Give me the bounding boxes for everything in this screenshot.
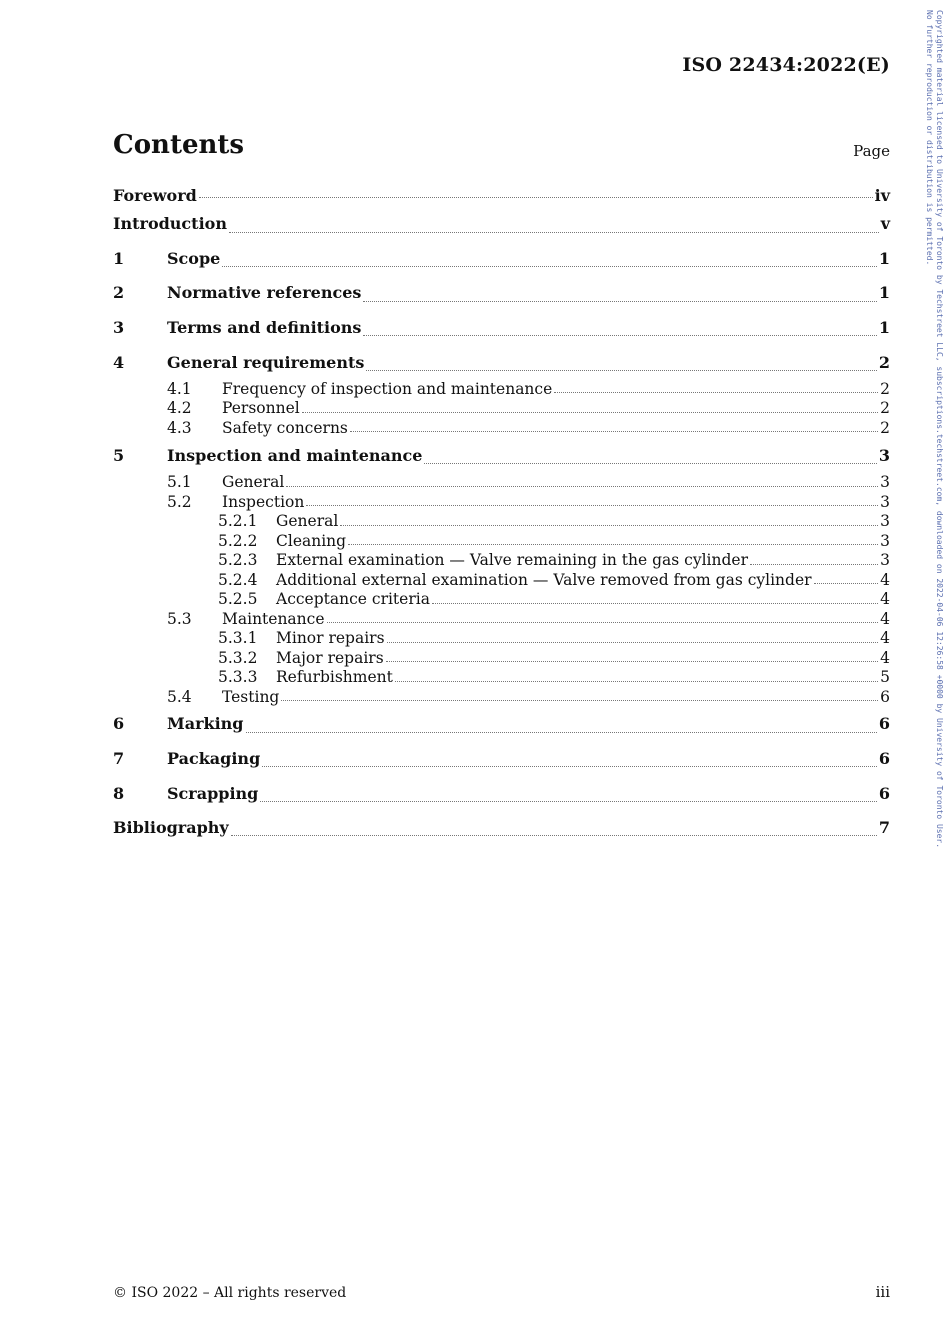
document-id: ISO 22434:2022(E) [682, 54, 890, 76]
toc-page: 2 [880, 418, 890, 437]
toc-label: External examination — Valve remaining in the gas cylinder [276, 551, 749, 570]
toc-label: Major repairs [276, 648, 384, 667]
toc-page: 3 [880, 512, 890, 531]
toc-page: 3 [880, 531, 890, 550]
toc-entry-5-4[interactable] [113, 688, 890, 708]
toc-leader [340, 524, 878, 526]
toc-entry-5-2-2[interactable] [113, 532, 890, 552]
toc-number: 5.2.5 [218, 590, 258, 609]
page-title: Contents [113, 130, 245, 160]
toc-number: 5.2.4 [218, 570, 258, 589]
toc-leader [750, 563, 878, 565]
toc-page: 6 [878, 714, 890, 734]
toc-label: Normative references [167, 283, 362, 303]
toc-number: 1 [113, 248, 125, 268]
toc-number: 5.2 [167, 492, 192, 511]
toc-leader [222, 265, 877, 267]
toc-page: 5 [880, 668, 890, 687]
toc-page: 3 [880, 492, 890, 511]
toc-page: 3 [878, 445, 890, 465]
toc-leader [395, 680, 878, 682]
toc-number: 5.3.1 [218, 629, 258, 648]
license-line-1: Copyrighted material licensed to University of Toronto by Techstreet LLC, subscriptions.techstreet.com, downloaded on 2022-04-06 12:26:58 +0000 by University of Toronto User. [935, 10, 944, 849]
toc-number: 5 [113, 445, 125, 465]
toc-leader [387, 641, 879, 643]
toc-label: Acceptance criteria [276, 590, 430, 609]
toc-entry-foreword[interactable] [113, 185, 890, 207]
toc-number: 2 [113, 283, 125, 303]
toc-entry-5-2-1[interactable] [113, 512, 890, 532]
toc-label: Packaging [167, 748, 261, 768]
toc-entry-5-2-4[interactable] [113, 571, 890, 591]
toc-page: 4 [880, 648, 890, 667]
toc-page: 6 [878, 783, 890, 803]
toc-leader [348, 543, 878, 545]
toc-number: 3 [113, 318, 125, 338]
toc-entry-bibliography[interactable] [113, 811, 890, 846]
toc-entry-8[interactable] [113, 776, 890, 811]
toc-entry-5-2-5[interactable] [113, 590, 890, 610]
toc-label: Frequency of inspection and maintenance [222, 379, 553, 398]
toc-entry-5-3-2[interactable] [113, 649, 890, 669]
toc-entry-5-2-3[interactable] [113, 551, 890, 571]
toc-entry-introduction[interactable] [113, 207, 890, 242]
toc-page: iv [874, 186, 890, 205]
toc-leader [286, 485, 878, 487]
toc-leader [302, 411, 878, 413]
toc-number: 7 [113, 748, 125, 768]
toc-leader [366, 369, 877, 371]
toc-page: 6 [878, 748, 890, 768]
toc-number: 8 [113, 783, 125, 803]
toc-entry-2[interactable] [113, 276, 890, 311]
toc-page: 1 [878, 318, 890, 338]
toc-label: Introduction [113, 214, 227, 234]
toc-page: 3 [880, 551, 890, 570]
toc-page: 6 [880, 687, 890, 706]
toc-entry-5-3[interactable] [113, 610, 890, 630]
toc-number: 4 [113, 352, 125, 372]
toc-page: 1 [878, 248, 890, 268]
toc-label: Minor repairs [276, 629, 385, 648]
toc-number: 4.2 [167, 399, 192, 418]
page-number: iii [875, 1283, 890, 1301]
toc-label: Scrapping [167, 783, 259, 803]
toc-entry-5-3-3[interactable] [113, 668, 890, 688]
toc-label: Foreword [113, 186, 197, 205]
toc-leader [231, 834, 877, 836]
toc-label: General requirements [167, 352, 365, 372]
copyright-notice: © ISO 2022 – All rights reserved [113, 1285, 347, 1301]
toc-page: 2 [878, 352, 890, 372]
toc-number: 5.1 [167, 473, 192, 492]
toc-leader [814, 582, 879, 584]
toc-page: 1 [878, 283, 890, 303]
toc-page: 4 [880, 629, 890, 648]
toc-label: Terms and definitions [167, 318, 362, 338]
toc-label: General [276, 512, 339, 531]
toc-leader [432, 602, 878, 604]
toc-leader [424, 462, 876, 464]
toc-entry-1[interactable] [113, 242, 890, 277]
toc-label: Safety concerns [222, 418, 348, 437]
toc-label: Maintenance [222, 609, 325, 628]
toc-page: 7 [878, 818, 890, 838]
toc-entry-5-3-1[interactable] [113, 629, 890, 649]
toc-label: Testing [222, 687, 280, 706]
toc-number: 5.2.1 [218, 512, 258, 531]
toc-label: Inspection and maintenance [167, 445, 423, 465]
toc-leader [281, 699, 878, 701]
toc-leader [363, 334, 876, 336]
toc-leader [229, 231, 879, 233]
toc-entry-7[interactable] [113, 742, 890, 777]
toc-entry-5-2[interactable] [113, 493, 890, 513]
toc-page: v [880, 214, 890, 234]
toc-leader [262, 765, 877, 767]
toc-label: Inspection [222, 492, 305, 511]
toc-label: Refurbishment [276, 668, 393, 687]
toc-label: General [222, 473, 285, 492]
toc-page: 3 [880, 473, 890, 492]
toc-leader [386, 660, 878, 662]
toc-number: 6 [113, 714, 125, 734]
toc-leader [199, 196, 873, 198]
toc-entry-3[interactable] [113, 311, 890, 346]
toc-label: Marking [167, 714, 244, 734]
toc-leader [306, 504, 878, 506]
toc-entry-5-1[interactable] [113, 473, 890, 493]
toc-leader [554, 391, 878, 393]
toc-entry-4-1[interactable] [113, 380, 890, 400]
license-line-2: No further reproduction or distribution is permitted. [925, 10, 934, 266]
toc-number: 5.2.2 [218, 531, 258, 550]
toc-page: 2 [880, 379, 890, 398]
toc-entry-5[interactable] [113, 438, 890, 473]
toc-entry-6[interactable] [113, 707, 890, 742]
toc-leader [363, 300, 876, 302]
toc-page: 2 [880, 399, 890, 418]
toc-leader [260, 800, 876, 802]
license-watermark [922, 10, 944, 850]
toc-page: 4 [880, 590, 890, 609]
toc-number: 5.3.2 [218, 648, 258, 667]
toc-number: 5.4 [167, 687, 192, 706]
toc-label: Personnel [222, 399, 300, 418]
page-column-label: Page [853, 142, 890, 160]
toc-number: 5.3 [167, 609, 192, 628]
toc-leader [246, 731, 877, 733]
toc-page: 4 [880, 570, 890, 589]
table-of-contents [113, 185, 890, 845]
toc-entry-4-3[interactable] [113, 419, 890, 439]
toc-entry-4[interactable] [113, 345, 890, 380]
toc-leader [350, 430, 878, 432]
toc-label: Additional external examination — Valve removed from gas cylinder [276, 570, 812, 589]
toc-number: 4.1 [167, 379, 192, 398]
toc-leader [327, 621, 879, 623]
toc-label: Cleaning [276, 531, 347, 550]
toc-number: 5.2.3 [218, 551, 258, 570]
toc-number: 4.3 [167, 418, 192, 437]
toc-page: 4 [880, 609, 890, 628]
toc-number: 5.3.3 [218, 668, 258, 687]
toc-label: Bibliography [113, 818, 229, 838]
toc-entry-4-2[interactable] [113, 399, 890, 419]
toc-label: Scope [167, 248, 221, 268]
